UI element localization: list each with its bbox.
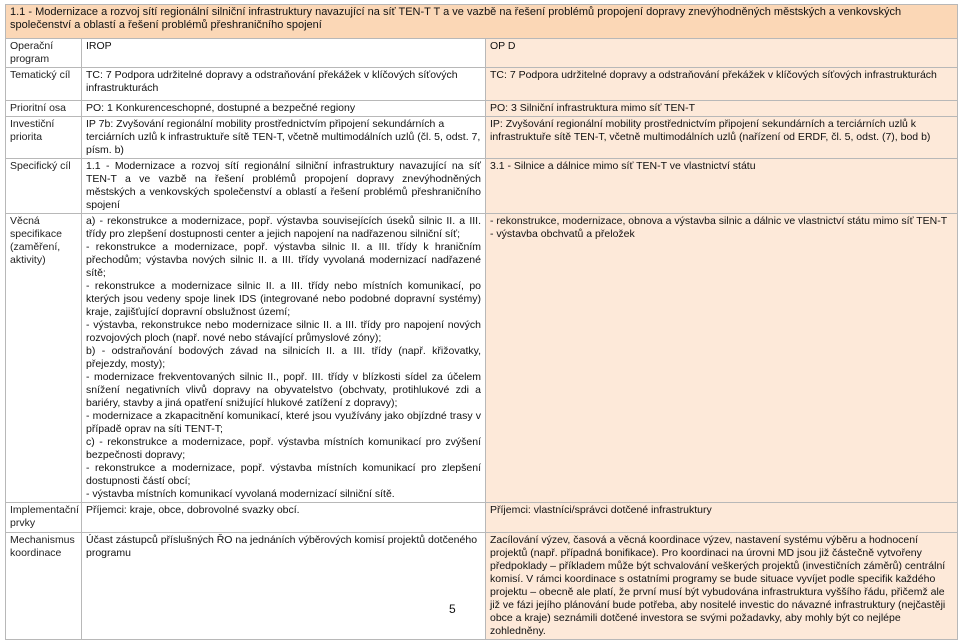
irop-investicni-priorita: IP 7b: Zvyšování regionální mobility prostřednictvím připojení sekundárních a terciárních uzlů k infrastruktuře sítě TEN-T, včetně multimodálních uzlů (čl. 5, odst. 7, písm. b) — [82, 117, 486, 159]
row-label-investicni-priorita: Investiční priorita — [6, 117, 82, 159]
irop-program: IROP — [82, 39, 486, 68]
row-label-tematicky-cil: Tematický cíl — [6, 68, 82, 101]
opd-investicni-priorita: IP: Zvyšování regionální mobility prostřednictvím připojení sekundárních a terciárních uzlů k infrastruktuře sítě TEN-T, včetně multimodálních uzlů (nařízení od ERDF, čl. 5, odst. (7), bod b) — [486, 117, 958, 159]
opd-prioritni-osa: PO: 3 Silniční infrastruktura mimo síť TEN-T — [486, 101, 958, 117]
irop-activity-line: - výstavba místních komunikací vyvolaná modernizací silniční sítě. — [86, 488, 395, 500]
row-label-implementacni-prvky: Implementační prvky — [6, 503, 82, 533]
opd-mechanismus-koordinace: Zacílování výzev, časová a věcná koordinace výzev, nastavení systému výběru a hodnocení projektů (např. případná bonifikace). Pro koordinaci na úrovni MD jsou již částečně vytvořeny předpoklady – příkladem může být schvalování veškerých projektů (investičních záměrů) centrální komisí. V rámci koordinace s ostatními programy se bude situace vyvíjet podle specifik každého projektu – obecně ale platí, že první musí být vybudována infrastruktura vyššího řádu, přičemž ale již ve fázi jejího plánování bude potřeba, aby nositelé investic do návazné infrastruktury (nejčastěji obce a kraje) seznámili dotčené investora se svými požadavky, aby mohly být co nejlépe zohledněny. — [486, 533, 958, 640]
irop-activity-line: - rekonstrukce a modernizace, popř. výstavba místních komunikací pro zlepšení dostupnosti částí obcí; — [86, 462, 481, 487]
coordination-table — [5, 4, 958, 640]
irop-activity-line: c) - rekonstrukce a modernizace, popř. výstavba místních komunikací pro zvýšení bezpečnosti dopravy; — [86, 436, 481, 461]
irop-vecna-specifikace — [82, 214, 486, 503]
irop-specificky-cil: 1.1 - Modernizace a rozvoj sítí regionální silniční infrastruktury navazující na síť TEN-T a ve vazbě na řešení problémů propojení dopravy znevýhodněných městských a venkovských společenství a oblastí a řešení problémů přeshraničního spojení — [82, 159, 486, 214]
row-label-prioritni-osa: Prioritní osa — [6, 101, 82, 117]
row-label-operacni-program: Operační program — [6, 39, 82, 68]
opd-tematicky-cil: TC: 7 Podpora udržitelné dopravy a odstraňování překážek v klíčových síťových infrastrukturách — [486, 68, 958, 101]
page-number: 5 — [449, 602, 456, 616]
irop-activity-line: b) - odstraňování bodových závad na silnicích II. a III. třídy (např. křižovatky, přejezdy, mosty); — [86, 345, 481, 370]
irop-activity-line: - rekonstrukce a modernizace silnic II. a III. třídy nebo místních komunikací, po kterých jsou vedeny spoje linek IDS (integrované nebo podobné dopravní systémy) kraje, zajišťující dopravní obslužnost území; — [86, 280, 481, 318]
opd-activity-line: - výstavba obchvatů a přeložek — [490, 228, 635, 240]
opd-implementacni-prvky: Příjemci: vlastníci/správci dotčené infrastruktury — [486, 503, 958, 533]
irop-activity-line: - výstavba, rekonstrukce nebo modernizace silnic II. a III. třídy pro napojení nových rozvojových ploch (např. nové nebo stávající průmyslové zóny); — [86, 319, 481, 344]
irop-activity-line: - rekonstrukce a modernizace, popř. výstavba silnic II. a III. třídy k hraničním přechodům; výstavba nových silnic II. a III. třídy vyvolaná modernizací nadřazené sítě; — [86, 241, 481, 279]
row-label-vecna-specifikace: Věcná specifikace (zaměření, aktivity) — [6, 214, 82, 503]
irop-mechanismus-koordinace: Účast zástupců příslušných ŘO na jednáních výběrových komisí projektů dotčeného programu — [82, 533, 486, 640]
opd-vecna-specifikace — [486, 214, 958, 503]
irop-activity-line: - modernizace frekventovaných silnic II., popř. III. třídy v blízkosti sídel za účelem snížení negativních vlivů dopravy na obyvatelstvo (obchvaty, protihlukové zdi a bariéry, stavby a jiná opatření snižující hlukové zatížení z dopravy); — [86, 371, 481, 409]
opd-activity-line: - rekonstrukce, modernizace, obnova a výstavba silnic a dálnic ve vlastnictví státu mimo síť TEN-T — [490, 215, 948, 227]
opd-specificky-cil: 3.1 - Silnice a dálnice mimo síť TEN-T ve vlastnictví státu — [486, 159, 958, 214]
irop-activity-line: a) - rekonstrukce a modernizace, popř. výstavba souvisejících úseků silnic II. a III. třídy pro zlepšení dostupnosti center a jejich napojení na nadřazenou silniční síť; — [86, 215, 481, 240]
irop-implementacni-prvky: Příjemci: kraje, obce, dobrovolné svazky obcí. — [82, 503, 486, 533]
irop-tematicky-cil: TC: 7 Podpora udržitelné dopravy a odstraňování překážek v klíčových síťových infrastrukturách — [82, 68, 486, 101]
row-label-mechanismus-koordinace: Mechanismus koordinace — [6, 533, 82, 640]
opd-program: OP D — [486, 39, 958, 68]
section-header: 1.1 - Modernizace a rozvoj sítí regionální silniční infrastruktury navazující na síť TEN-T T a ve vazbě na řešení problémů propojení dopravy znevýhodněných městských a venkovských společenství a oblastí a řešení problémů přeshraničního spojení — [6, 5, 958, 39]
irop-activity-line: - modernizace a zkapacitnění komunikací, které jsou využívány jako objízdné trasy v případě oprav na síti TENT-T; — [86, 410, 481, 435]
row-label-specificky-cil: Specifický cíl — [6, 159, 82, 214]
irop-prioritni-osa: PO: 1 Konkurenceschopné, dostupné a bezpečné regiony — [82, 101, 486, 117]
